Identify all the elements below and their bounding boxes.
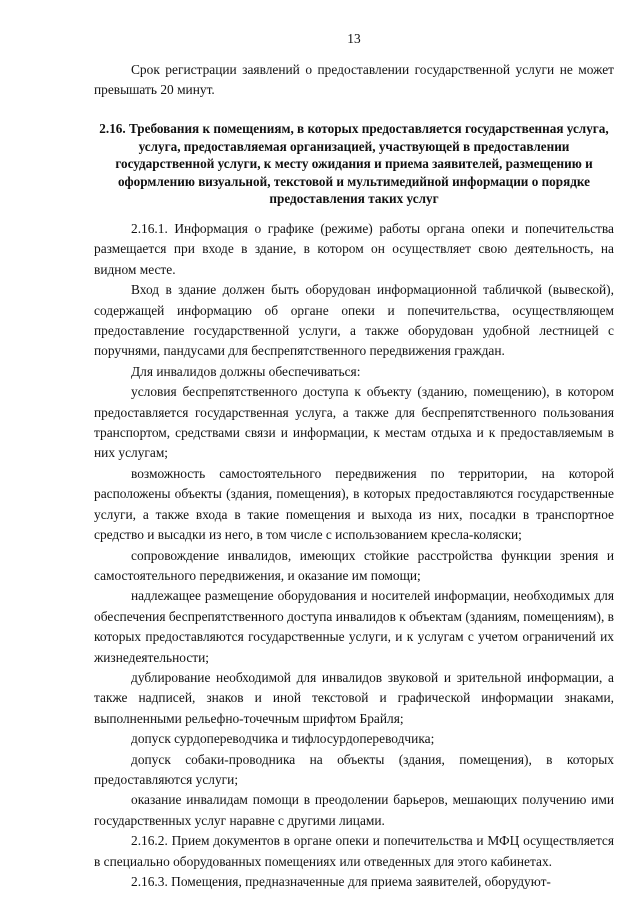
lead-paragraph: Срок регистрации заявлений о предоставлении государственной услуги не может превышать 20 минут. <box>94 62 614 98</box>
section-body <box>94 219 614 892</box>
paragraph-2-16-3: 2.16.3. Помещения, предназначенные для приема заявителей, оборудуют- <box>131 874 551 889</box>
paragraph-entrance: Вход в здание должен быть оборудован информационной табличкой (вывеской), содержащей информацию об органе опеки и попечительства, осуществляющем предоставление государственной услуги, а также оборудован удобной лестницей с поручнями, пандусами для беспрепятственного передвижения граждан. <box>94 282 614 359</box>
list-item-equipment: надлежащее размещение оборудования и носителей информации, необходимых для обеспечения беспрепятственного доступа инвалидов к объектам (зданиям, помещениям), в которых предоставляются государственные услуги, и к услугам с учетом ограничений их жизнедеятельности; <box>94 588 614 665</box>
list-item-escort: сопровождение инвалидов, имеющих стойкие расстройства функции зрения и самостоятельного передвижения, и оказание им помощи; <box>94 547 614 583</box>
paragraph-2-16-2: 2.16.2. Прием документов в органе опеки и попечительства и МФЦ осуществляется в специально оборудованных помещениях или отведенных для этого кабинетах. <box>94 833 614 869</box>
list-item-movement: возможность самостоятельного передвижения по территории, на которой расположены объекты (здания, помещения), в которых предоставляются государственные услуги, а также входа в такие помещения и выхода из них, посадки в транспортное средство и высадки из него, в том числе с использованием кресла-коляски; <box>94 465 614 543</box>
page-number: 13 <box>347 31 361 46</box>
paragraph-disabled-intro: Для инвалидов должны обеспечиваться: <box>131 363 361 379</box>
paragraph-2-16-1: 2.16.1. Информация о графике (режиме) работы органа опеки и попечительства размещается при входе в здание, в котором он осуществляет свою деятельность, на видном месте. <box>94 221 614 277</box>
list-item-barriers: оказание инвалидам помощи в преодолении барьеров, мешающих получению ими государственных услуг наравне с другими лицами. <box>94 792 614 828</box>
list-item-access-conditions: условия беспрепятственного доступа к объекту (зданию, помещению), в котором предоставляется государственная услуга, а также для беспрепятственного пользования транспортом, средствами связи и информации, к местам отдыха и к предоставляемым в них услугам; <box>94 384 614 461</box>
list-item-braille: дублирование необходимой для инвалидов звуковой и зрительной информации, а также надписей, знаков и иной текстовой и графической информации знаками, выполненными рельефно-точечным шрифтом Брайля; <box>94 669 614 726</box>
list-item-guide-dog: допуск собаки-проводника на объекты (здания, помещения), в которых предоставляются услуги; <box>94 751 614 787</box>
section-heading: 2.16. Требования к помещениям, в которых предоставляется государственная услуга, услуга, предоставляемая организацией, участвующей в предоставлении государственной услуги, к месту ожидания и приема заявителей, размещению и оформлению визуальной, текстовой и мультимедийной информации о порядке предоставления таких услуг <box>99 121 609 207</box>
list-item-interpreter: допуск сурдопереводчика и тифлосурдопереводчика; <box>131 731 435 747</box>
